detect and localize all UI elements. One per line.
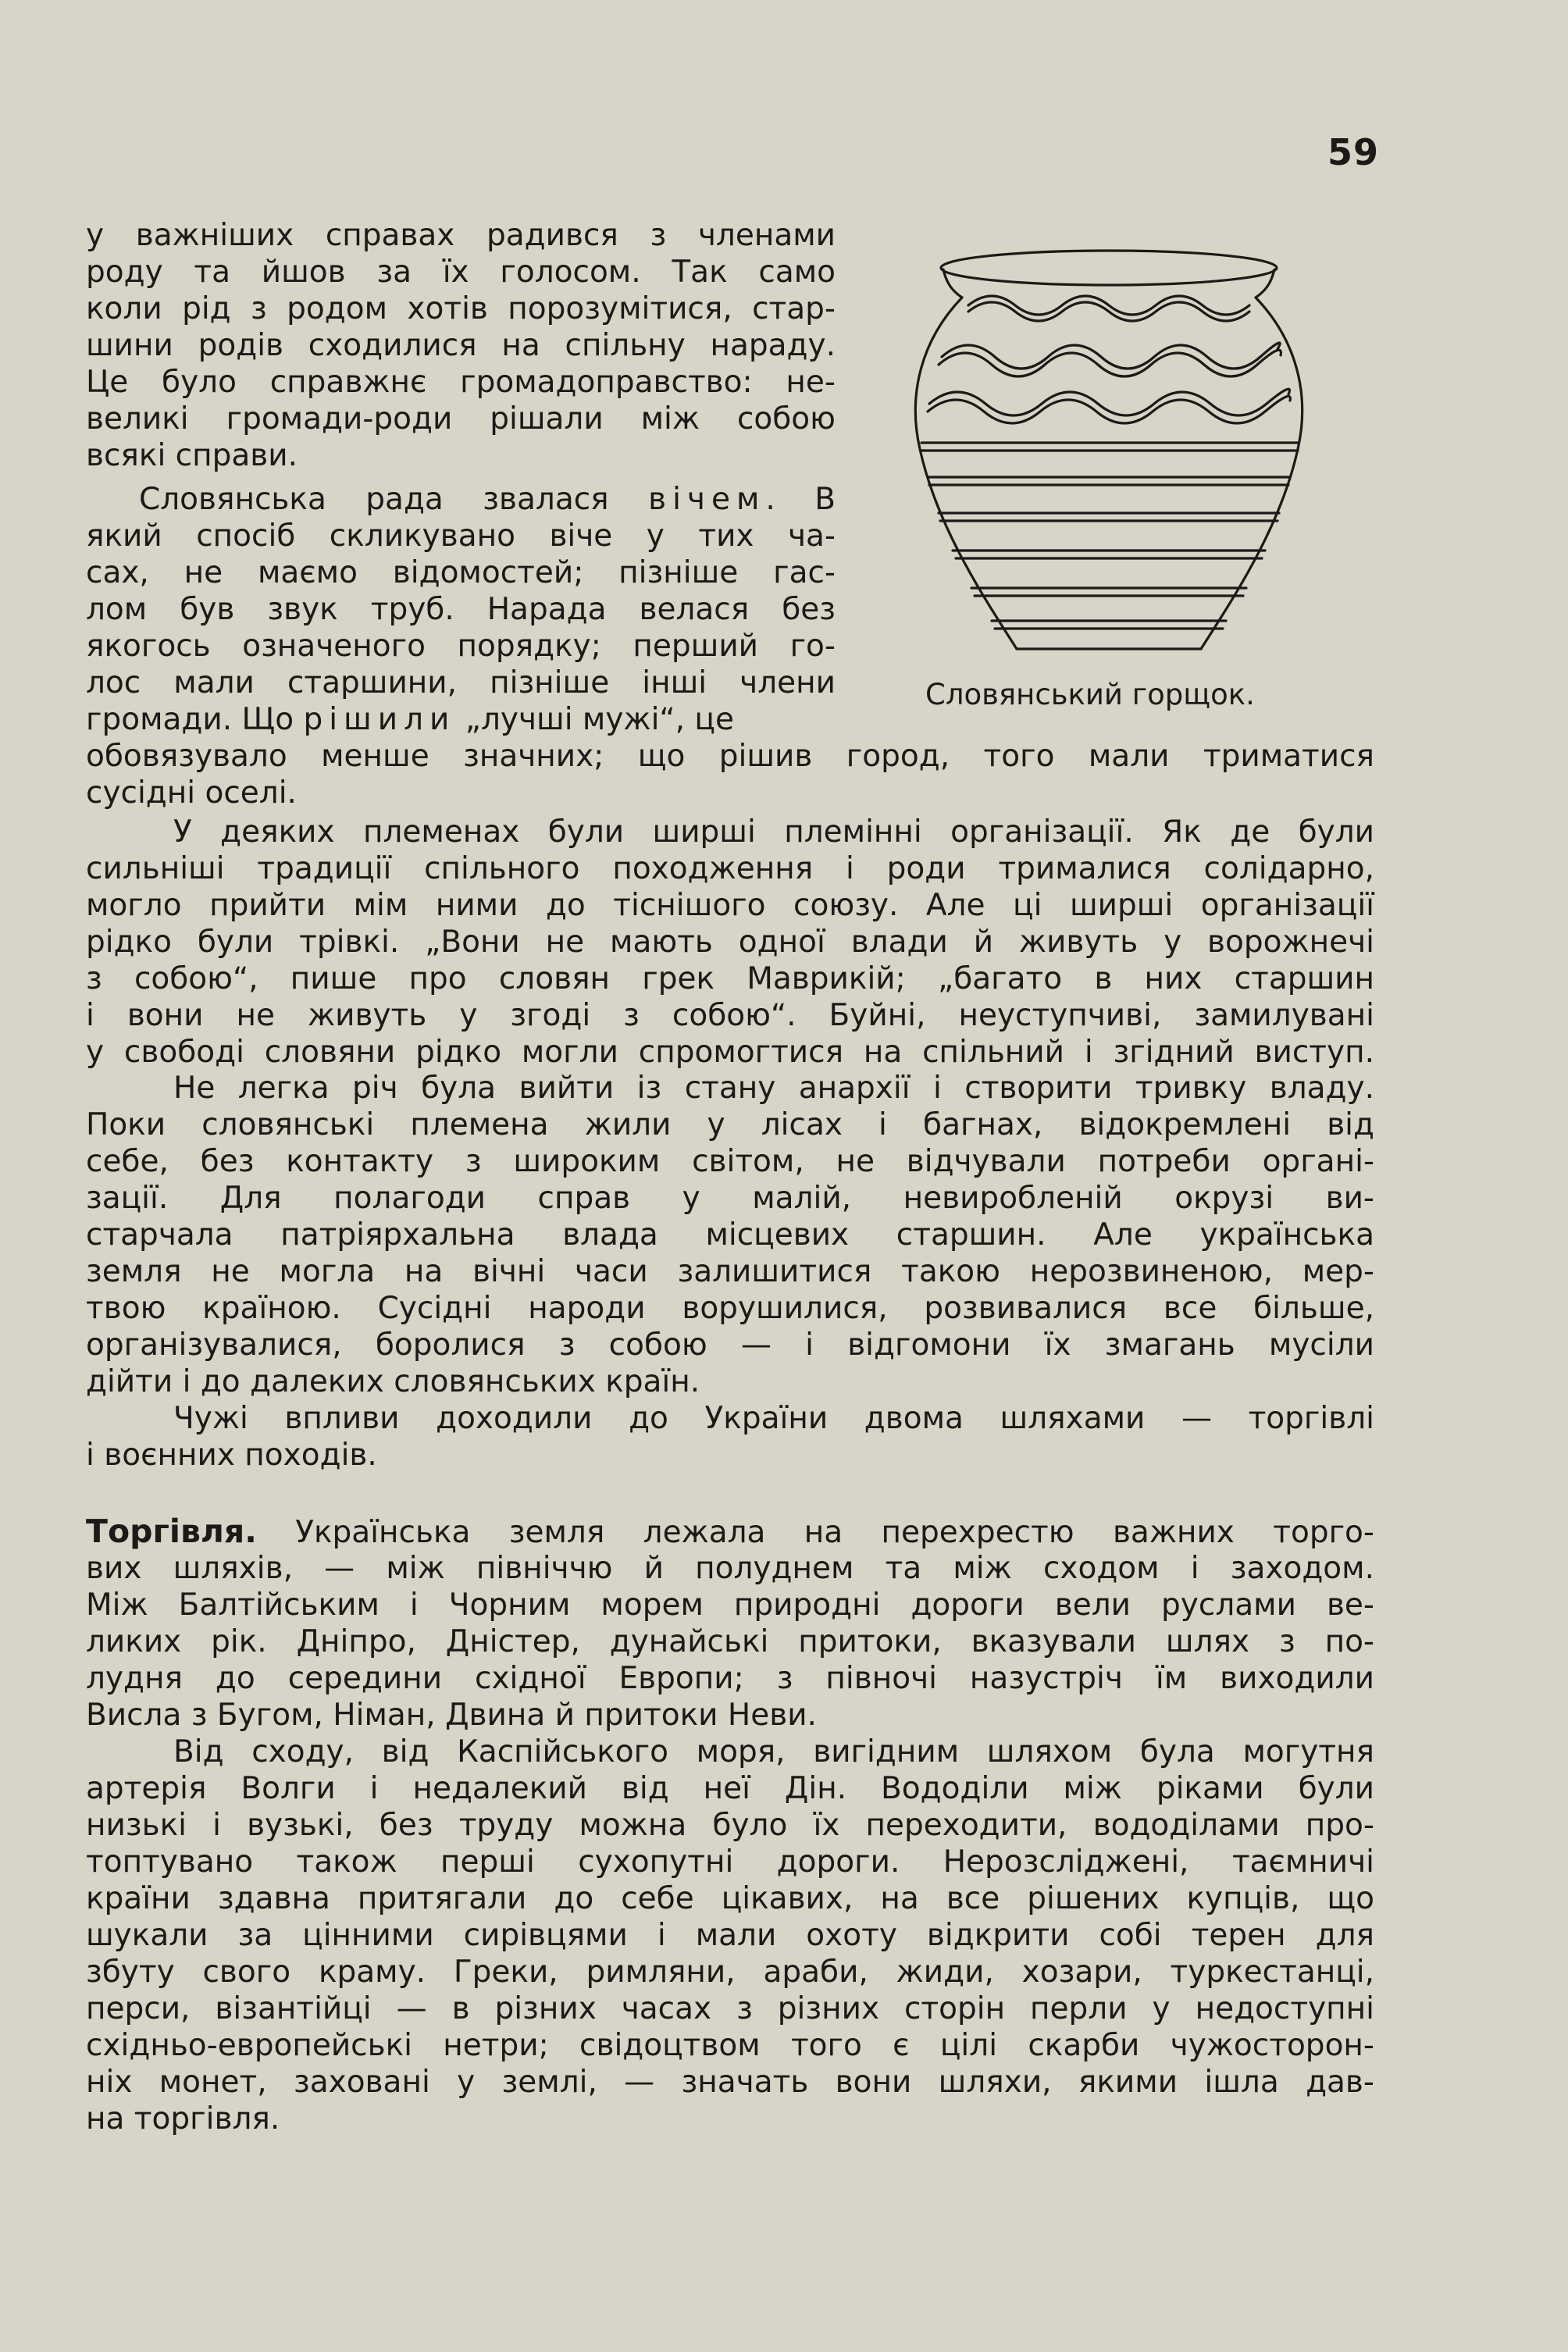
text-line (86, 481, 836, 518)
text-line: у свободі словяни рідко могли спромогтися на спільний і згідний виступ. (86, 1035, 1374, 1070)
text-line: зації. Для полагоди справ у малій, невиробленій окрузі ви- (86, 1181, 1374, 1216)
text-line: топтувано також перші сухопутні дороги. Нерозсліджені, таємничі (86, 1844, 1374, 1880)
section-heading: Торгівля. (86, 1513, 257, 1550)
text-line: країни здавна притягали до себе цікавих, на все рішених купців, що (86, 1881, 1374, 1916)
text-line: вих шляхів, — між північчю й полуднем та між сходом і заходом. (86, 1551, 1374, 1586)
text-line: Між Балтійським і Чорним морем природні дороги вели руслами ве- (86, 1588, 1374, 1623)
section-trade (86, 1513, 1374, 1734)
text-fragment: . В (765, 482, 836, 517)
text-line: У деяких племенах були ширші племінні організації. Як де були (173, 814, 1374, 850)
text-line: Це було справжнє громадоправство: не- (86, 365, 836, 400)
text-line (86, 701, 836, 738)
paragraph-4 (86, 1070, 1374, 1400)
text-line: перси, візантійці — в різних часах з різних сторін перли у недоступні (86, 1991, 1374, 2026)
paragraph-6 (86, 1734, 1374, 2137)
text-line: дійти і до далеких словянських країн. (86, 1364, 700, 1399)
figure-caption: Словянський горщок. (925, 678, 1255, 711)
text-fragment: Словянська рада звалася (139, 482, 649, 517)
pot-illustration (890, 230, 1327, 691)
text-line: ликих рік. Дніпро, Дністер, дунайські притоки, вказували шлях з по- (86, 1624, 1374, 1659)
text-line: на торгівля. (86, 2101, 280, 2136)
text-fragment: громади. Що (86, 702, 304, 737)
text-line: якогось означеного порядку; перший го- (86, 629, 836, 664)
text-line: земля не могла на вічні часи залишитися такою нерозвиненою, мер- (86, 1254, 1374, 1289)
text-line: сильніші традиції спільного походження і роди трималися солідарно, (86, 851, 1374, 886)
text-line: старчала патріярхальна влада місцевих старшин. Але українська (86, 1217, 1374, 1253)
text-line: рідко були трівкі. „Вони не мають одної влади й живуть у ворожнечі (86, 925, 1374, 960)
text-line: ніх монет, заховані у землі, — значать вони шляхи, якими ішла дав- (86, 2065, 1374, 2100)
text-line: лос мали старшини, пізніше інші члени (86, 665, 836, 700)
text-line: Чужі впливи доходили до України двома шляхами — торгівлі (173, 1401, 1374, 1436)
text-line: східньо-европейські нетри; свідоцтвом того є цілі скарби чужосторон- (86, 2028, 1374, 2063)
text-line: низькі і вузькі, без труду можна було їх переходити, вододілами про- (86, 1808, 1374, 1843)
text-line: у важніших справах радився з членами (86, 218, 836, 253)
text-fragment: Українська земля лежала на перехрестю важних торго- (295, 1515, 1374, 1550)
text-line: артерія Волги і недалекий від неї Дін. Вододіли між ріками були (86, 1771, 1374, 1806)
text-line: сах, не маємо відомостей; пізніше гас- (86, 555, 836, 590)
text-line: великі громади-роди рішали між собою (86, 401, 836, 437)
text-line: роду та йшов за їх голосом. Так само (86, 255, 836, 290)
paragraph-1 (86, 217, 836, 474)
text-line: Від сходу, від Каспійського моря, вигідним шляхом була могутня (173, 1734, 1374, 1769)
paragraph-2 (86, 481, 836, 738)
text-line: коли рід з родом хотів порозумітися, стар- (86, 291, 836, 326)
page-number: 59 (1327, 131, 1380, 173)
paragraph-3 (86, 814, 1374, 1071)
emphasized-term: вічем (648, 482, 766, 517)
text-line (86, 1513, 1374, 1550)
text-line: лудня до середини східної Европи; з півночі назустріч їм виходили (86, 1661, 1374, 1696)
text-line: і воєнних походів. (86, 1438, 377, 1473)
text-line: твою країною. Сусідні народи ворушилися, розвивалися все більше, (86, 1291, 1374, 1326)
emphasized-term: рішили (303, 702, 456, 737)
text-line: себе, без контакту з широким світом, не відчували потреби органі- (86, 1144, 1374, 1179)
text-line: і вони не живуть у згоді з собою“. Буйні, неуступчиві, замилувані (86, 998, 1374, 1033)
text-line: з собою“, пише про словян грек Маврикій; „багато в них старшин (86, 961, 1374, 996)
paragraph-2-continued (86, 738, 1374, 811)
slavic-pot-drawing (890, 230, 1327, 668)
text-line: збуту свого краму. Греки, римляни, араби, жиди, хозари, туркестанці, (86, 1955, 1374, 1990)
text-line: шукали за цінними сирівцями і мали охоту відкрити собі терен для (86, 1918, 1374, 1953)
text-line: шини родів сходилися на спільну нараду. (86, 328, 836, 363)
text-line: Не легка річ була вийти із стану анархії і створити тривку владу. (173, 1071, 1374, 1106)
text-line: могло прийти мім ними до тіснішого союзу. Але ці ширші організації (86, 888, 1374, 923)
text-line: який спосіб скликувано віче у тих ча- (86, 519, 836, 554)
text-line: сусідні оселі. (86, 775, 297, 811)
text-line: Висла з Бугом, Німан, Двина й притоки Неви. (86, 1698, 817, 1733)
text-line: лом був звук труб. Нарада велася без (86, 592, 836, 627)
text-fragment: „лучші мужі“, це (455, 702, 734, 737)
text-line: Поки словянські племена жили у лісах і багнах, відокремлені від (86, 1107, 1374, 1142)
text-line: обовязувало менше значних; що рішив город, того мали триматися (86, 739, 1374, 774)
text-line: всякі справи. (86, 438, 298, 473)
paragraph-5 (86, 1400, 1374, 1474)
text-line: організувалися, боролися з собою — і відгомони їх змагань мусіли (86, 1327, 1374, 1363)
